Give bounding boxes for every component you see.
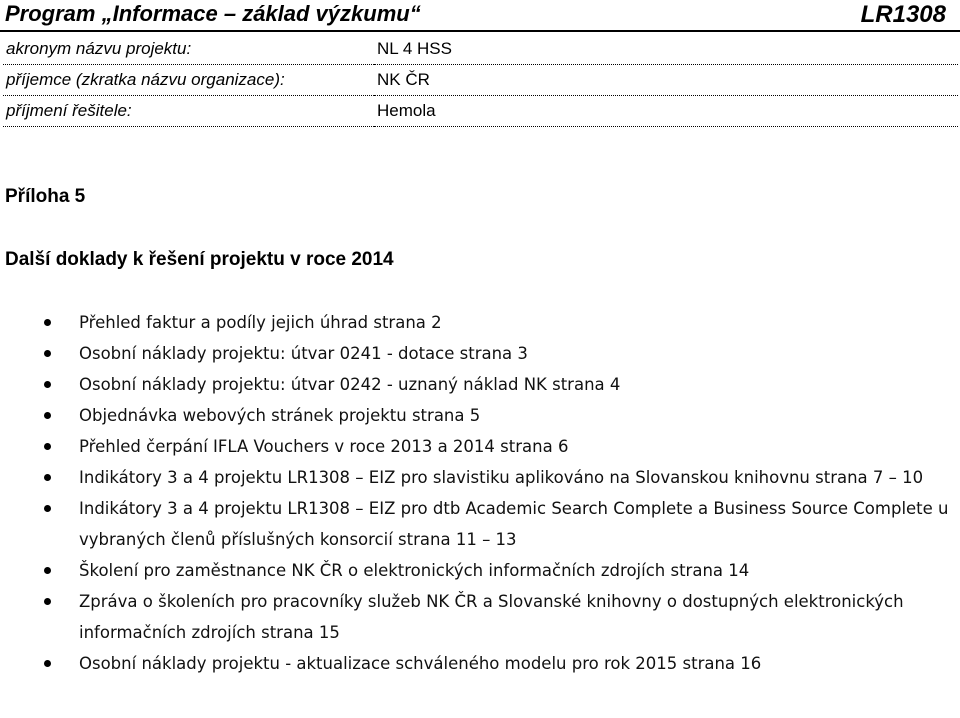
bullet-icon — [44, 598, 51, 605]
bullet-icon — [44, 660, 51, 667]
list-item: Indikátory 3 a 4 projektu LR1308 – EIZ pro slavistiku aplikováno na Slovanskou knihovnu strana 7 – 10 — [44, 462, 949, 493]
list-item: Přehled čerpání IFLA Vouchers v roce 2013 a 2014 strana 6 — [44, 431, 949, 462]
list-item: Přehled faktur a podíly jejich úhrad strana 2 — [44, 307, 949, 338]
info-row — [3, 65, 958, 96]
bullet-icon — [44, 443, 51, 450]
info-row — [3, 96, 958, 127]
attachment-heading: Příloha 5 — [5, 186, 86, 207]
list-item: Objednávka webových stránek projektu strana 5 — [44, 400, 949, 431]
bullet-icon — [44, 412, 51, 419]
bullet-icon — [44, 474, 51, 481]
bullet-icon — [44, 319, 51, 326]
bullet-icon — [44, 505, 51, 512]
info-value: NK ČR — [374, 65, 958, 96]
bullet-icon — [44, 381, 51, 388]
list-item: Osobní náklady projektu: útvar 0241 - dotace strana 3 — [44, 338, 949, 369]
project-code: LR1308 — [860, 1, 946, 28]
list-item: Osobní náklady projektu - aktualizace schváleného modelu pro rok 2015 strana 16 — [44, 648, 949, 679]
list-item: Indikátory 3 a 4 projektu LR1308 – EIZ pro dtb Academic Search Complete a Business Source Complete u vybraných členů příslušných konsorcií strana 11 – 13 — [44, 493, 949, 555]
bullet-icon — [44, 350, 51, 357]
attachment-list — [44, 307, 949, 679]
document-subtitle: Další doklady k řešení projektu v roce 2014 — [5, 249, 394, 270]
list-item: Osobní náklady projektu: útvar 0242 - uznaný náklad NK strana 4 — [44, 369, 949, 400]
list-item: Zpráva o školeních pro pracovníky služeb NK ČR a Slovanské knihovny o dostupných elektronických informačních zdrojích strana 15 — [44, 586, 949, 648]
project-info-table — [3, 34, 958, 127]
info-value: Hemola — [374, 96, 958, 127]
program-header — [0, 0, 960, 32]
info-label: příjemce (zkratka názvu organizace): — [3, 65, 374, 96]
info-value: NL 4 HSS — [374, 34, 958, 65]
list-item: Školení pro zaměstnance NK ČR o elektronických informačních zdrojích strana 14 — [44, 555, 949, 586]
program-title: Program „Informace – základ výzkumu“ — [5, 1, 421, 26]
info-row — [3, 34, 958, 65]
bullet-icon — [44, 567, 51, 574]
info-label: příjmení řešitele: — [3, 96, 374, 127]
info-label: akronym názvu projektu: — [3, 34, 374, 65]
